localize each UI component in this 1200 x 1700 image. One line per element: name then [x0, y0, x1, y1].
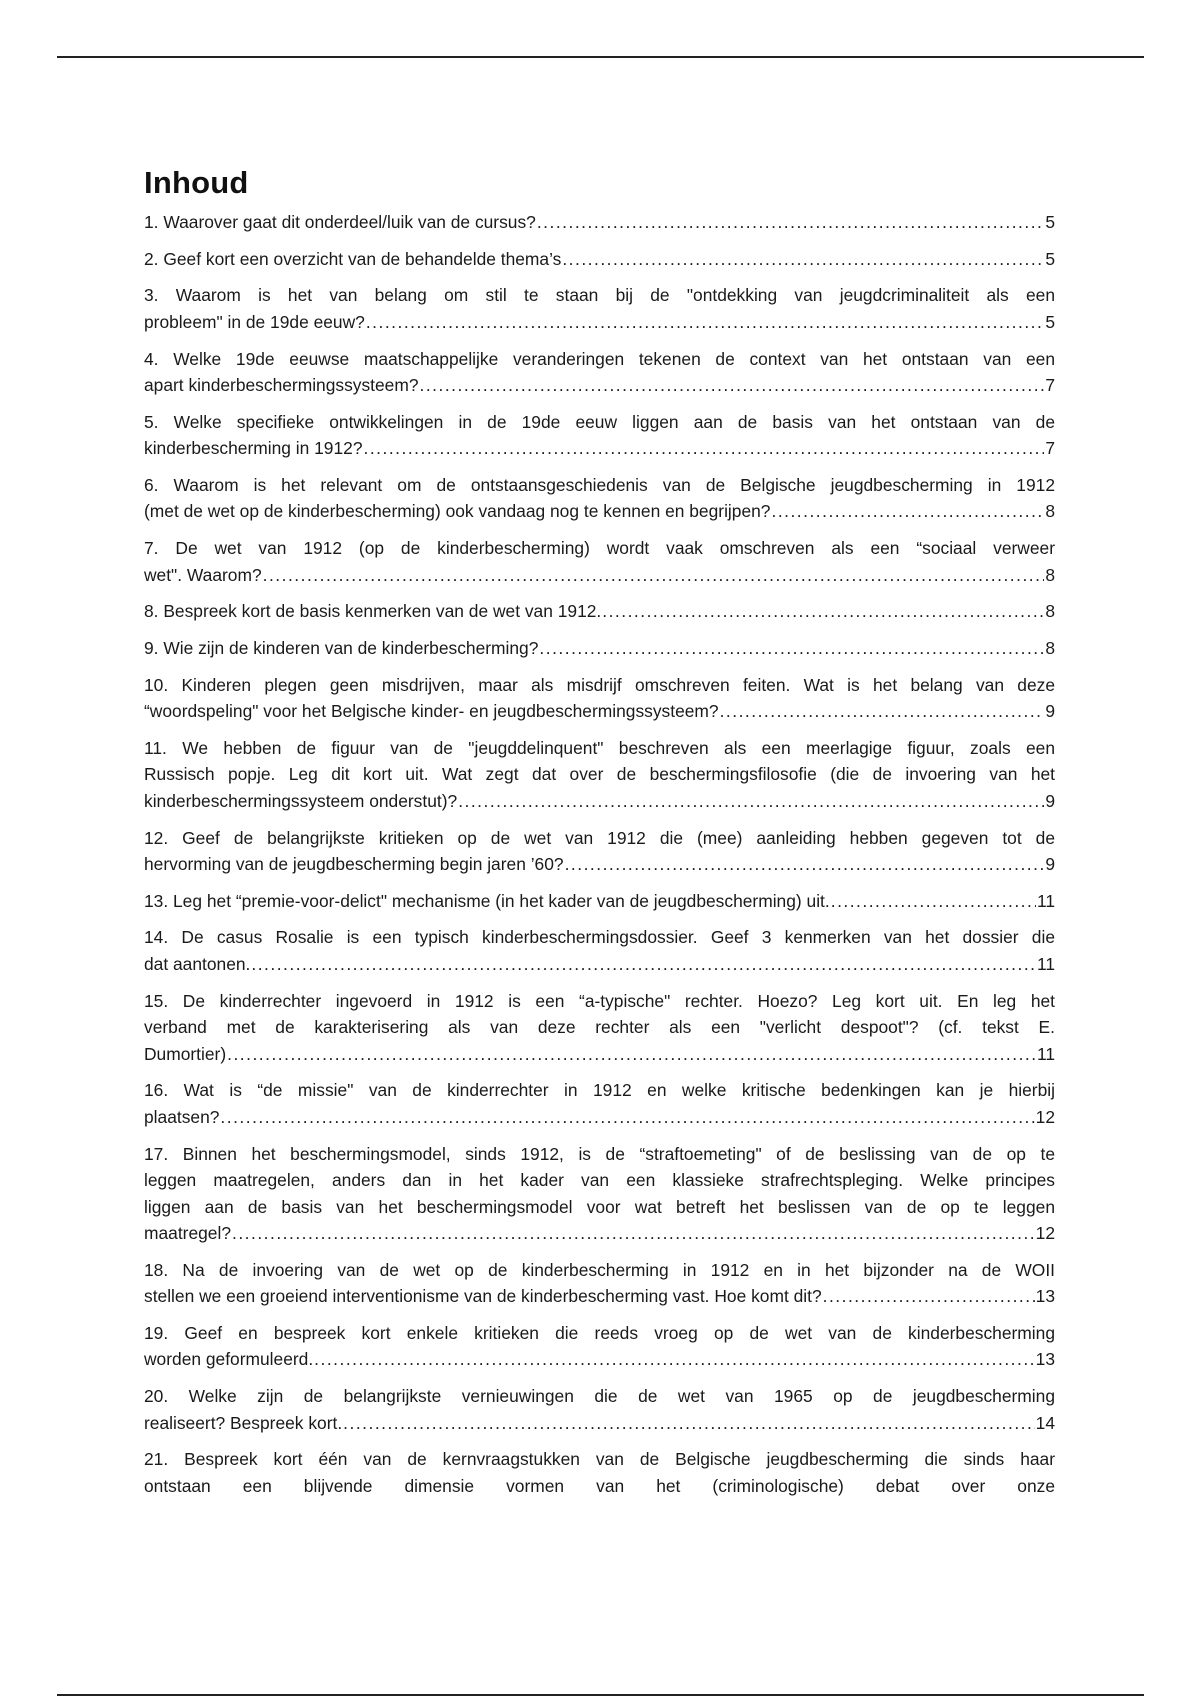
toc-page-number: 8: [1045, 601, 1055, 622]
toc-page-number: 9: [1045, 790, 1055, 811]
footer-rule: [57, 1694, 1144, 1696]
toc-entry[interactable]: [144, 924, 1055, 977]
toc-entry-line: 20. Welke zijn de belangrijkste vernieuwingen die de wet van 1965 op de jeugdbescherming: [144, 1386, 1055, 1407]
toc-leader-dots: [602, 598, 1044, 625]
table-of-contents: [144, 209, 1055, 1499]
toc-entry-line: Russisch popje. Leg dit kort uit. Wat zegt dat over de beschermingsfilosofie (die de invoering van het: [144, 764, 1055, 785]
toc-page-number: 13: [1035, 1286, 1055, 1307]
toc-entry-line: 6. Waarom is het relevant om de ontstaansgeschiedenis van de Belgische jeugdbescherming in 1912: [144, 474, 1055, 495]
toc-entry[interactable]: [144, 1446, 1055, 1499]
toc-page-number: 5: [1045, 212, 1055, 232]
toc-page-number: 7: [1045, 438, 1055, 459]
toc-page-number: 8: [1045, 564, 1055, 585]
toc-page-number: 12: [1035, 1223, 1055, 1243]
toc-entry-tail: [144, 851, 1055, 878]
document-body: [144, 165, 1055, 1509]
toc-page-number: 11: [1036, 890, 1055, 911]
toc-entry-text: 13. Leg het “premie-voor-delict" mechanisme (in het kader van de jeugdbescherming) uit.: [144, 890, 830, 911]
toc-leader-dots: [771, 498, 1044, 525]
toc-entry-line: 19. Geef en bespreek kort enkele kritieken die reeds vroeg op de wet van de kinderbescherming: [144, 1322, 1055, 1343]
toc-leader-dots: [565, 851, 1045, 878]
toc-leader-dots: [314, 1346, 1034, 1373]
toc-entry-text: realiseert? Bespreek kort.: [144, 1412, 343, 1433]
toc-entry-tail: [144, 698, 1055, 725]
toc-page-number: 12: [1035, 1106, 1055, 1127]
toc-entry-line: 3. Waarom is het van belang om stil te staan bij de "ontdekking van jeugdcriminaliteit als een: [144, 285, 1055, 306]
toc-entry-text: probleem" in de 19de eeuw?: [144, 311, 365, 332]
toc-entry-text: “woordspeling" voor het Belgische kinder- en jeugdbeschermingssysteem?: [144, 701, 719, 722]
toc-entry[interactable]: [144, 409, 1055, 462]
toc-entry[interactable]: [144, 346, 1055, 399]
toc-leader-dots: [263, 562, 1045, 589]
toc-page-number: 9: [1045, 701, 1055, 722]
toc-leader-dots: [227, 1041, 1036, 1068]
toc-entry-text: 8. Bespreek kort de basis kenmerken van de wet van 1912.: [144, 601, 602, 622]
toc-entry-line: 17. Binnen het beschermingsmodel, sinds 1912, is de “straftoemeting" of de beslissing van de op te: [144, 1143, 1055, 1164]
toc-entry-text: kinderbescherming in 1912?: [144, 438, 363, 459]
toc-entry[interactable]: [144, 672, 1055, 725]
toc-entry[interactable]: [144, 1320, 1055, 1373]
toc-leader-dots: [364, 435, 1045, 462]
toc-entry-line: liggen aan de basis van het beschermingsmodel voor wat betreft het beslissen van de op te leggen: [144, 1196, 1055, 1217]
toc-entry-text: (met de wet op de kinderbescherming) ook vandaag nog te kennen en begrijpen?: [144, 501, 771, 522]
toc-leader-dots: [251, 951, 1036, 978]
toc-leader-dots: [458, 788, 1044, 815]
toc-entry-line: 16. Wat is “de missie" van de kinderrechter in 1912 en welke kritische bedenkingen kan je hierbij: [144, 1080, 1055, 1101]
toc-leader-dots: [537, 209, 1044, 236]
toc-entry-tail: [144, 1410, 1055, 1437]
toc-entry-tail: [144, 246, 1055, 273]
toc-leader-dots: [831, 888, 1036, 915]
toc-entry[interactable]: [144, 1257, 1055, 1310]
toc-entry[interactable]: [144, 735, 1055, 815]
toc-page-number: 8: [1045, 501, 1055, 522]
toc-entry-text: 1. Waarover gaat dit onderdeel/luik van de cursus?: [144, 212, 536, 232]
toc-entry[interactable]: [144, 472, 1055, 525]
toc-entry[interactable]: [144, 209, 1055, 236]
toc-entry-tail: [144, 1220, 1055, 1247]
toc-entry-line: verband met de karakterisering als van deze rechter als een "verlicht despoot"? (cf. tekst E.: [144, 1017, 1055, 1038]
toc-entry[interactable]: [144, 282, 1055, 335]
toc-entry-tail: [144, 1346, 1055, 1373]
toc-entry-tail: [144, 1104, 1055, 1131]
toc-leader-dots: [539, 635, 1044, 662]
toc-entry-text: worden geformuleerd.: [144, 1349, 314, 1370]
toc-leader-dots: [232, 1220, 1035, 1247]
toc-entry[interactable]: [144, 535, 1055, 588]
toc-entry-tail: [144, 635, 1055, 662]
toc-leader-dots: [720, 698, 1045, 725]
toc-page-number: 14: [1035, 1412, 1055, 1433]
header-rule: [57, 56, 1144, 58]
toc-entry[interactable]: [144, 888, 1055, 915]
toc-entry-line: 21. Bespreek kort één van de kernvraagstukken van de Belgische jeugdbescherming die sinds haar: [144, 1449, 1055, 1470]
toc-entry-tail: [144, 888, 1055, 915]
toc-page-number: 5: [1045, 311, 1055, 332]
toc-entry[interactable]: [144, 825, 1055, 878]
toc-entry-line: 10. Kinderen plegen geen misdrijven, maar als misdrijf omschreven feiten. Wat is het belang van deze: [144, 674, 1055, 695]
toc-entry-text: 9. Wie zijn de kinderen van de kinderbescherming?: [144, 638, 539, 658]
toc-entry-line: 4. Welke 19de eeuwse maatschappelijke veranderingen tekenen de context van het ontstaan van een: [144, 348, 1055, 369]
toc-entry-line: 14. De casus Rosalie is een typisch kinderbeschermingsdossier. Geef 3 kenmerken van het dossier die: [144, 927, 1055, 948]
toc-entry-tail: [144, 372, 1055, 399]
toc-entry-line: ontstaan een blijvende dimensie vormen van het (criminologische) debat over onze: [144, 1475, 1055, 1496]
toc-entry-tail: [144, 435, 1055, 462]
toc-entry-line: 11. We hebben de figuur van de "jeugddelinquent" beschreven als een meerlagige figuur, zoals een: [144, 737, 1055, 758]
toc-entry-tail: [144, 209, 1055, 236]
toc-entry-text: wet". Waarom?: [144, 564, 262, 585]
toc-entry-tail: [144, 498, 1055, 525]
toc-leader-dots: [343, 1410, 1035, 1437]
toc-entry-text: kinderbeschermingssysteem onderstut)?: [144, 790, 458, 811]
toc-entry-line: 5. Welke specifieke ontwikkelingen in de 19de eeuw liggen aan de basis van het ontstaan van de: [144, 411, 1055, 432]
toc-page-number: 7: [1045, 375, 1055, 396]
toc-entry[interactable]: [144, 635, 1055, 662]
toc-entry-line: leggen maatregelen, anders dan in het kader van een klassieke strafrechtspleging. Welke principes: [144, 1170, 1055, 1190]
toc-entry-line: 7. De wet van 1912 (op de kinderbescherming) wordt vaak omschreven als een “sociaal verweer: [144, 538, 1055, 559]
toc-entry-tail: [144, 598, 1055, 625]
toc-entry-line: 15. De kinderrechter ingevoerd in 1912 is een “a-typische" rechter. Hoezo? Leg kort uit. En leg het: [144, 990, 1055, 1011]
toc-entry-tail: [144, 1041, 1055, 1068]
toc-page-number: 13: [1035, 1349, 1055, 1370]
toc-entry-text: Dumortier): [144, 1043, 227, 1064]
toc-entry[interactable]: [144, 988, 1055, 1068]
toc-leader-dots: [366, 309, 1045, 336]
toc-entry-tail: [144, 309, 1055, 336]
toc-entry-tail: [144, 788, 1055, 815]
toc-entry[interactable]: [144, 246, 1055, 273]
toc-page-number: 11: [1036, 953, 1055, 974]
toc-leader-dots: [220, 1104, 1034, 1131]
toc-entry-text: apart kinderbeschermingssysteem?: [144, 375, 419, 396]
toc-entry-text: stellen we een groeiend interventionisme van de kinderbescherming vast. Hoe komt dit?: [144, 1286, 822, 1307]
toc-entry[interactable]: [144, 1077, 1055, 1130]
toc-entry-text: hervorming van de jeugdbescherming begin jaren ’60?: [144, 854, 564, 875]
toc-leader-dots: [420, 372, 1045, 399]
toc-entry-tail: [144, 1283, 1055, 1310]
toc-entry[interactable]: [144, 1383, 1055, 1436]
page-title: Inhoud: [144, 165, 249, 200]
toc-page-number: 8: [1045, 638, 1055, 658]
toc-leader-dots: [823, 1283, 1035, 1310]
toc-page-number: 5: [1045, 248, 1055, 269]
toc-entry[interactable]: [144, 1141, 1055, 1247]
toc-entry-tail: [144, 951, 1055, 978]
toc-leader-dots: [562, 246, 1044, 273]
toc-entry-text: maatregel?: [144, 1223, 232, 1243]
toc-entry[interactable]: [144, 598, 1055, 625]
toc-entry-text: dat aantonen.: [144, 953, 251, 974]
toc-entry-line: 12. Geef de belangrijkste kritieken op de wet van 1912 die (mee) aanleiding hebben gegeven tot de: [144, 827, 1055, 848]
toc-page-number: 9: [1045, 854, 1055, 875]
toc-entry-text: plaatsen?: [144, 1106, 220, 1127]
toc-entry-line: 18. Na de invoering van de wet op de kinderbescherming in 1912 en in het bijzonder na de WOII: [144, 1259, 1055, 1280]
toc-entry-tail: [144, 562, 1055, 589]
toc-entry-text: 2. Geef kort een overzicht van de behandelde thema’s: [144, 248, 562, 269]
toc-page-number: 11: [1036, 1043, 1055, 1064]
